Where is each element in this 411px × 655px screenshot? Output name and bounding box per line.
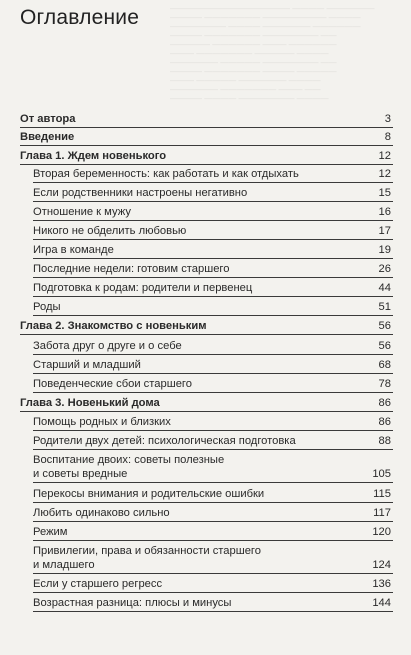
toc-entry-title: Введение — [20, 131, 75, 143]
toc-page-number: 117 — [373, 507, 391, 519]
toc-rule — [33, 430, 393, 431]
toc-entry-title: Если родственники настроены негативно — [33, 187, 248, 199]
toc-entry-title: Возрастная разница: плюсы и минусы — [33, 597, 232, 609]
toc-page-number: 8 — [384, 131, 391, 143]
toc-section-entry — [0, 453, 411, 483]
toc-section-entry — [0, 262, 411, 278]
toc-entry-title: Режим — [33, 526, 68, 538]
toc-section-entry — [0, 487, 411, 503]
toc-page-number: 136 — [372, 578, 391, 590]
toc-rule — [33, 521, 393, 522]
toc-entry-title: Никого не обделить любовью — [33, 225, 187, 237]
toc-chapter-entry — [0, 396, 411, 412]
toc-section-entry — [0, 525, 411, 541]
toc-section-entry — [0, 596, 411, 612]
toc-page-number: 105 — [372, 468, 391, 480]
toc-page-number: 16 — [378, 206, 391, 218]
toc-entry-title: Глава 3. Новенький дома — [20, 397, 160, 409]
toc-entry-title: Отношение к мужу — [33, 206, 131, 218]
toc-entry-title: Воспитание двоих: советы полезные — [33, 454, 225, 466]
toc-section-entry — [0, 281, 411, 297]
toc-entry-title: Родители двух детей: психологическая подготовка — [33, 435, 296, 447]
toc-rule — [33, 592, 393, 593]
toc-section-entry — [0, 506, 411, 522]
toc-rule — [33, 277, 393, 278]
toc-rule — [33, 296, 393, 297]
toc-chapter-entry — [0, 112, 411, 128]
toc-page-number: 12 — [378, 150, 391, 162]
toc-page-number: 15 — [378, 187, 391, 199]
toc-page-number: 124 — [372, 559, 391, 571]
toc-entry-title: Роды — [33, 301, 61, 313]
toc-entry-title: Старший и младший — [33, 359, 141, 371]
toc-rule — [33, 315, 393, 316]
toc-section-entry — [0, 224, 411, 240]
toc-rule — [33, 573, 393, 574]
toc-section-entry — [0, 415, 411, 431]
toc-entry-title: Перекосы внимания и родительские ошибки — [33, 488, 265, 500]
toc-rule — [33, 611, 393, 612]
toc-page-number: 12 — [378, 168, 391, 180]
toc-page-number: 86 — [378, 397, 391, 409]
toc-rule — [33, 239, 393, 240]
toc-rule — [20, 411, 393, 412]
toc-entry-title: От автора — [20, 113, 76, 125]
toc-chapter-entry — [0, 130, 411, 146]
toc-rule — [33, 373, 393, 374]
toc-page-number: 115 — [373, 488, 391, 500]
toc-entry-title: Забота друг о друге и о себе — [33, 340, 182, 352]
toc-rule — [20, 164, 393, 165]
toc-page-number: 144 — [372, 597, 391, 609]
toc-section-entry — [0, 577, 411, 593]
toc-rule — [33, 258, 393, 259]
toc-entry-title: Любить одинаково сильно — [33, 507, 170, 519]
toc-section-entry — [0, 243, 411, 259]
toc-section-entry — [0, 205, 411, 221]
toc-page-number: 120 — [372, 526, 391, 538]
toc-entry-title: Помощь родных и близких — [33, 416, 171, 428]
toc-entry-title-continued: и младшего — [33, 559, 95, 571]
toc-rule — [33, 449, 393, 450]
page-title: Оглавление — [20, 6, 140, 29]
toc-section-entry — [0, 167, 411, 183]
toc-rule — [33, 482, 393, 483]
toc-section-entry — [0, 377, 411, 393]
toc-entry-title: Игра в команде — [33, 244, 114, 256]
bleed-through-texture: ——————————————— ———— —————— ———— ——————— ———————— ———— ——————— ———— —————— —————— ———— ——————— ——————— —— ————— —————— ——— —————— ——— ——————— ————— ———— —————— ————— ——————— —— ———— ——————— ———— ————— ——— ————— —————— ———— —————— ——————— ——— —— ———— ———— ——————— ———— — [170, 4, 375, 103]
toc-page-number: 56 — [378, 320, 391, 332]
toc-page-number: 26 — [378, 263, 391, 275]
toc-rule — [20, 145, 393, 146]
toc-page-number: 68 — [378, 359, 391, 371]
toc-entry-title: Подготовка к родам: родители и первенец — [33, 282, 253, 294]
toc-rule — [33, 201, 393, 202]
toc-entry-title: Вторая беременность: как работать и как отдыхать — [33, 168, 299, 180]
toc-page-number: 17 — [378, 225, 391, 237]
toc-rule — [33, 502, 393, 503]
toc-entry-title: Глава 2. Знакомство с новеньким — [20, 320, 207, 332]
toc-page-number: 51 — [378, 301, 391, 313]
toc-section-entry — [0, 434, 411, 450]
toc-rule — [33, 540, 393, 541]
toc-rule — [33, 182, 393, 183]
toc-chapter-entry — [0, 149, 411, 165]
toc-section-entry — [0, 339, 411, 355]
toc-rule — [20, 127, 393, 128]
toc-entry-title: Глава 1. Ждем новенького — [20, 150, 167, 162]
toc-entry-title: Последние недели: готовим старшего — [33, 263, 230, 275]
toc-page-number: 44 — [378, 282, 391, 294]
toc-rule — [33, 220, 393, 221]
toc-page-number: 86 — [378, 416, 391, 428]
toc-entry-title: Если у старшего регресс — [33, 578, 163, 590]
toc-entry-title: Привилегии, права и обязанности старшего — [33, 545, 261, 557]
toc-page-number: 3 — [384, 113, 391, 125]
toc-rule — [33, 392, 393, 393]
toc-section-entry — [0, 358, 411, 374]
toc-page-number: 19 — [378, 244, 391, 256]
toc-rule — [33, 354, 393, 355]
toc-entry-title-continued: и советы вредные — [33, 468, 128, 480]
toc-chapter-entry — [0, 319, 411, 335]
toc-page-number: 88 — [378, 435, 391, 447]
toc-section-entry — [0, 186, 411, 202]
toc-rule — [20, 334, 393, 335]
toc-page-number: 78 — [378, 378, 391, 390]
toc-section-entry — [0, 544, 411, 574]
toc-page-number: 56 — [378, 340, 391, 352]
toc-entry-title: Поведенческие сбои старшего — [33, 378, 192, 390]
toc-section-entry — [0, 300, 411, 316]
